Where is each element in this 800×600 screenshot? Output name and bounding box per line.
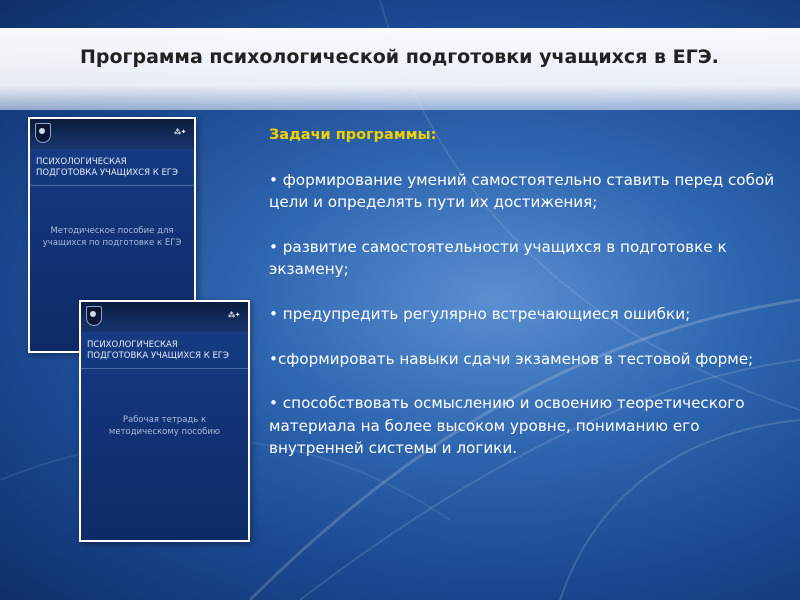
book-subtitle: Методическое пособие для учащихся по подготовке к ЕГЭ [42,226,182,248]
publisher-logo-icon: ⁂✦ [227,311,240,319]
publisher-logo-icon: ⁂✦ [173,128,186,136]
book-title-line-2: ПОДГОТОВКА УЧАЩИХСЯ К ЕГЭ [87,351,229,361]
task-bullet: • развитие самостоятельности учащихся в подготовке к экзамену; [269,237,727,279]
tasks-block [269,124,779,482]
book-divider [81,368,248,369]
slide-title: Программа психологической подготовки учащихся в ЕГЭ. [80,46,719,68]
book-cover-workbook [79,300,250,542]
book-cover-header [30,119,194,149]
emblem-icon [35,123,51,143]
task-bullet: • формирование умений самостоятельно ставить перед собой цели и определять пути их достижения; [269,170,775,212]
book-title [36,157,178,179]
book-divider [30,185,194,186]
task-bullet: • способствовать осмыслению и освоению теоретического материала на более высоком уровне, пониманию его внутренней системы и логики. [269,394,745,458]
task-bullet: • предупредить регулярно встречающиеся ошибки; [269,304,691,323]
book-title-line-1: ПСИХОЛОГИЧЕСКАЯ [87,340,178,350]
book-title-line-1: ПСИХОЛОГИЧЕСКАЯ [36,157,127,167]
book-subtitle: Рабочая тетрадь к методическому пособию [108,415,221,437]
section-heading: Задачи программы: [269,127,437,143]
book-title-line-2: ПОДГОТОВКА УЧАЩИХСЯ К ЕГЭ [36,168,178,178]
book-title [87,340,229,362]
emblem-icon [86,306,102,326]
task-bullet: •сформировать навыки сдачи экзаменов в тестовой форме; [269,349,754,368]
book-cover-header [81,302,248,332]
